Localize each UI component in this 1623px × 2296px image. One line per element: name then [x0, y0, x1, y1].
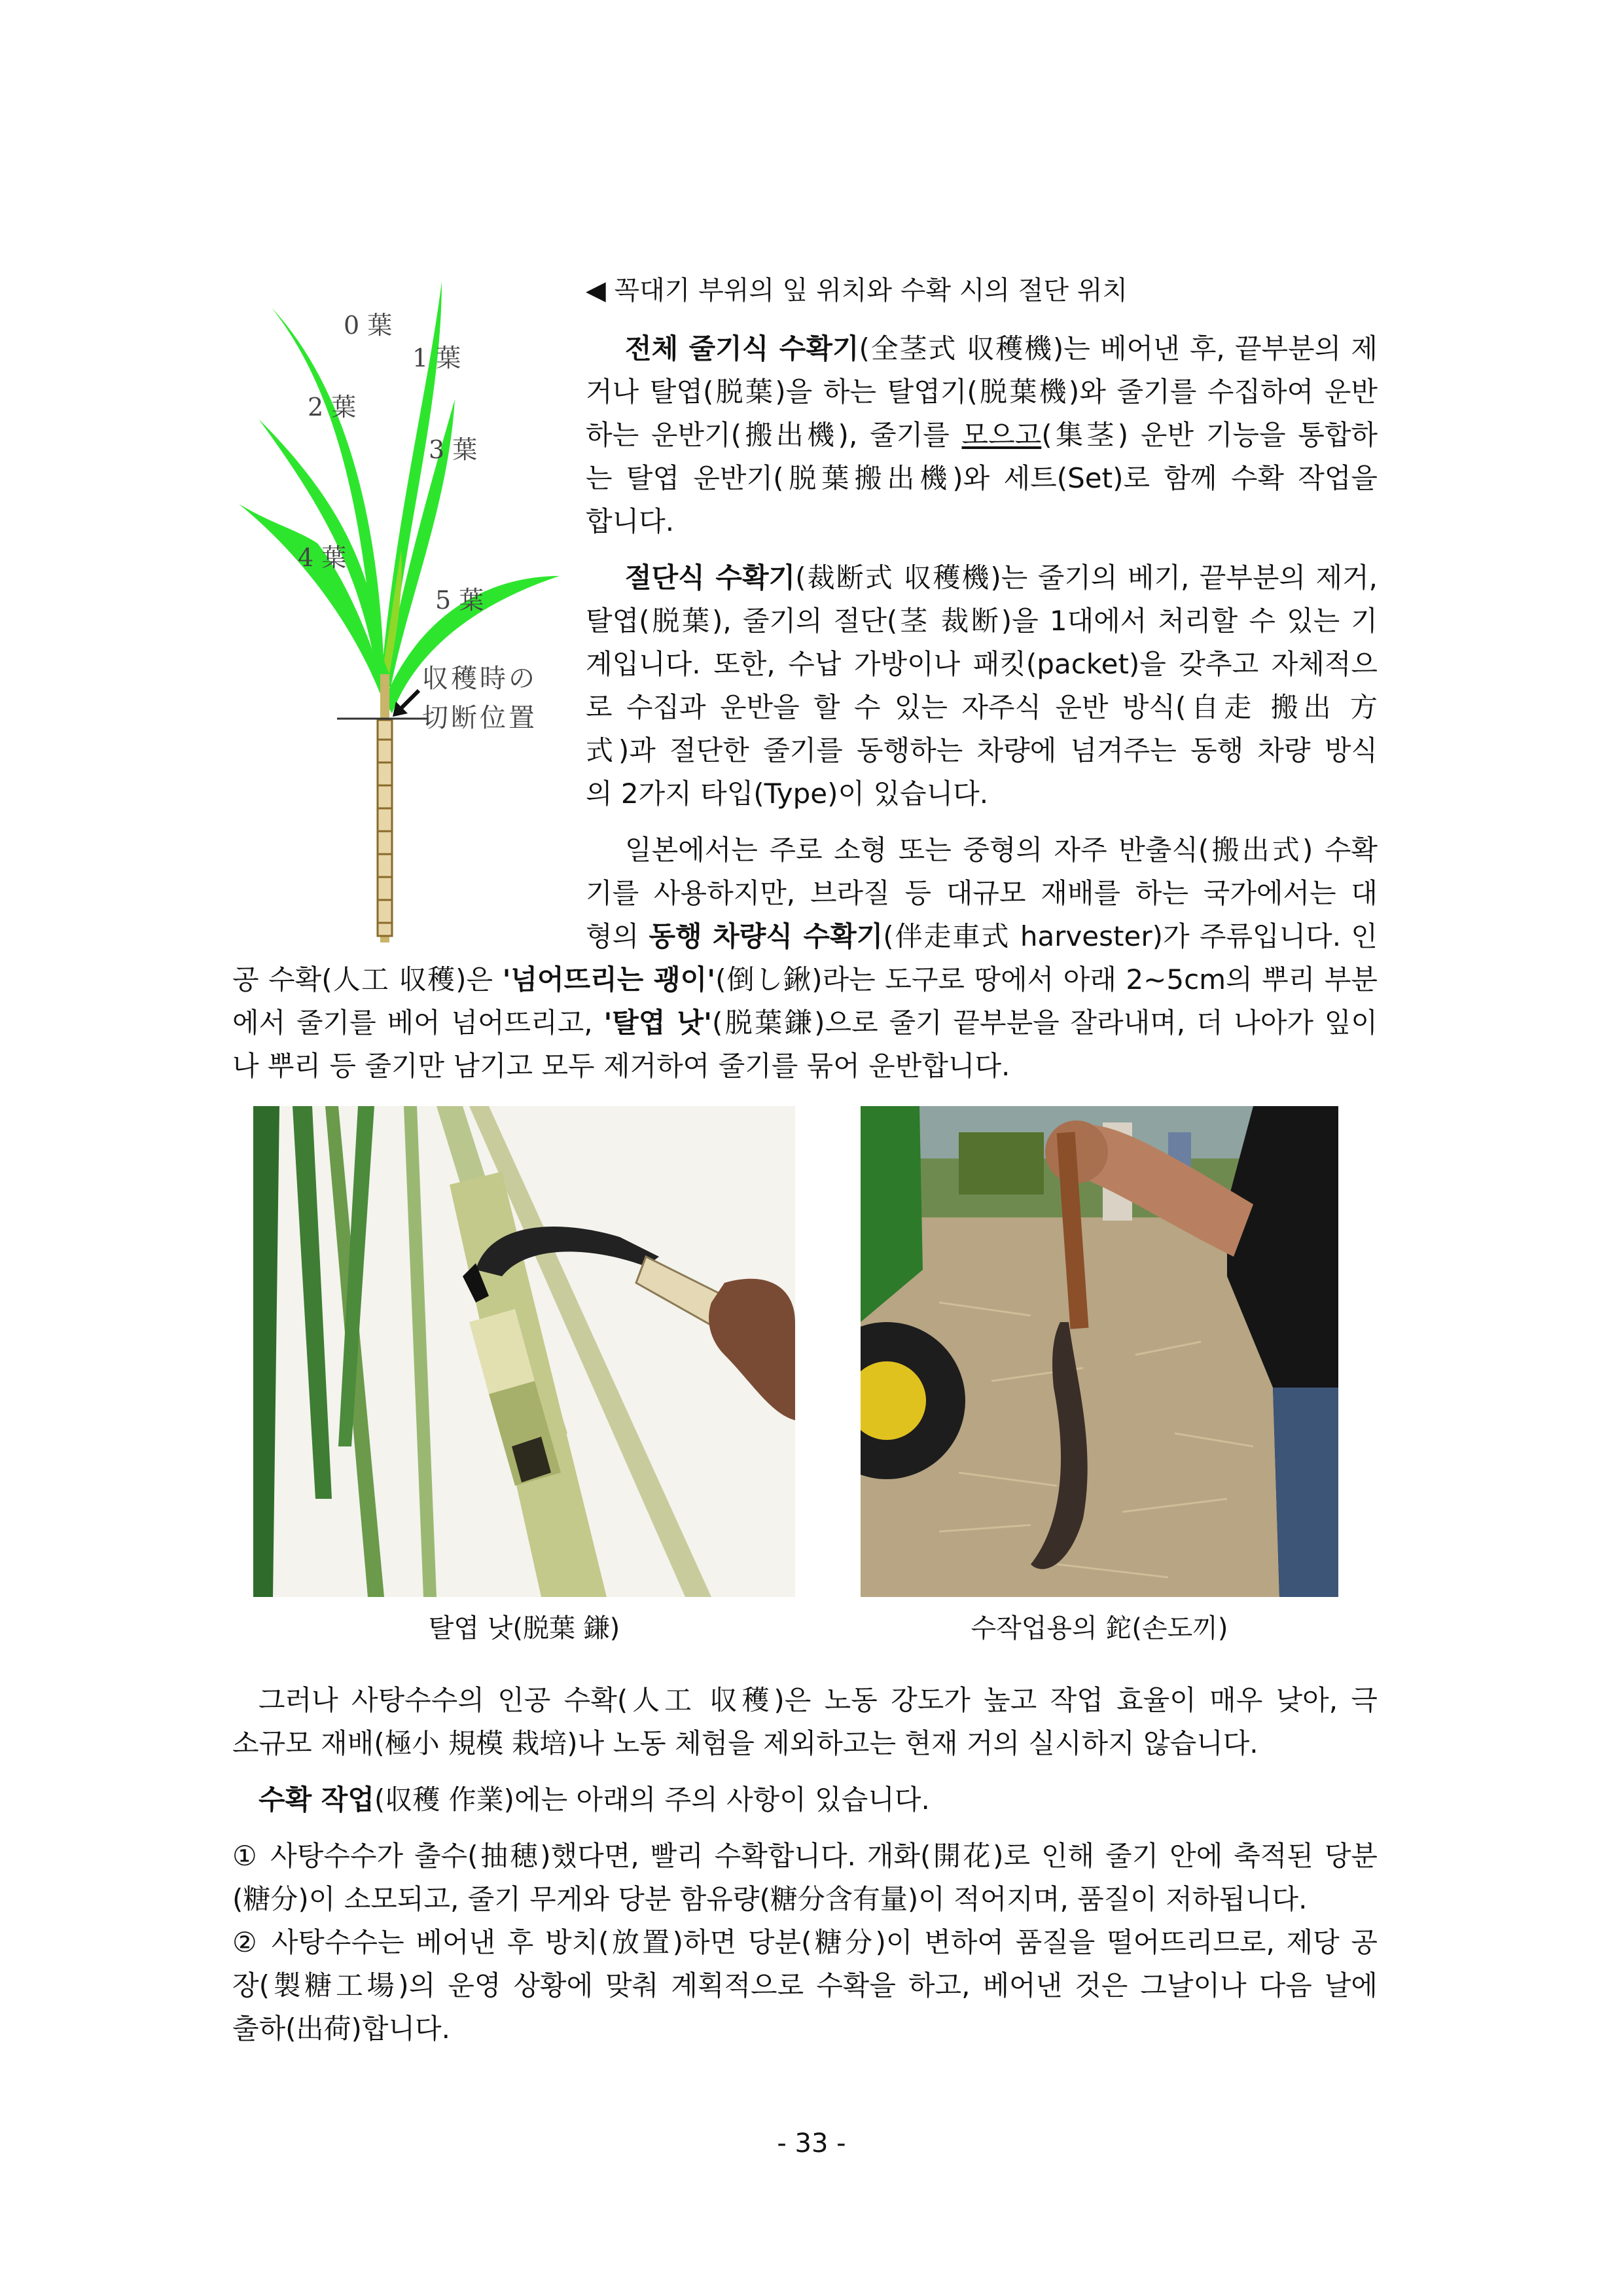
p1-line1: 전체 줄기식 수확기(全茎式 収穫機)는 베어낸 후, 끝부분의 제 [625, 332, 1378, 365]
p1-line3: 하는 운반기(搬出機), 줄기를 모으고(集茎) 운반 기능을 통합하 [586, 419, 1378, 451]
toppling-hoe-term: '넘어뜨리는 괭이' [502, 963, 716, 996]
leaf-label-4: 4 葉 [298, 543, 347, 572]
item1-line1: ① 사탕수수가 출수(抽穂)했다면, 빨리 수확합니다. 개화(開花)로 인해 줄기 안에 축적된 당분 [232, 1840, 1378, 1872]
p2-line5: 式)과 절단한 줄기를 동행하는 차량에 넘겨주는 동행 차량 방식 [586, 734, 1378, 766]
item2-line1: ② 사탕수수는 베어낸 후 방치(放置)하면 당분(糖分)이 변하여 품질을 떨어뜨리므로, 제당 공 [232, 1926, 1378, 1958]
p3-line2: 기를 사용하지만, 브라질 등 대규모 재배를 하는 국가에서는 대 [586, 877, 1378, 909]
p4-line1: 그러나 사탕수수의 인공 수확(人工 収穫)은 노동 강도가 높고 작업 효율이 매우 낮아, 극 [259, 1684, 1378, 1716]
stripping-sickle-term: '탈엽 낫' [603, 1007, 712, 1039]
item2-line3: 출하(出荷)합니다. [232, 2013, 450, 2045]
harvest-work-term: 수확 작업 [259, 1784, 374, 1816]
item1-line2: (糖分)이 소모되고, 줄기 무게와 당분 함유량(糖分含有量)이 적어지며, 품질이 저하됩니다. [232, 1883, 1308, 1915]
p2-line1: 절단식 수확기(裁断式 収穫機)는 줄기의 베기, 끝부분의 제거, [625, 562, 1378, 594]
companion-vehicle-harvester-term: 동행 차량식 수확기 [649, 920, 883, 952]
photo-hand-hatchet [861, 1106, 1338, 1597]
cut-arrow [399, 691, 419, 710]
stalk-segmented [378, 720, 392, 936]
p4-line2: 소규모 재배(極小 規模 栽培)나 노동 체험을 제외하고는 현재 거의 실시하지 않습니다. [232, 1727, 1258, 1759]
leaf-label-2: 2 葉 [308, 393, 357, 422]
p3-line1: 일본에서는 주로 소형 또는 중형의 자주 반출식(搬出式) 수확 [625, 834, 1378, 866]
p1-line2: 거나 탈엽(脱葉)을 하는 탈엽기(脱葉機)와 줄기를 수집하여 운반 [586, 376, 1378, 408]
p2-line2: 탈엽(脱葉), 줄기의 절단(茎 裁断)을 1대에서 처리할 수 있는 기 [586, 605, 1378, 637]
cutting-harvester-term: 절단식 수확기 [625, 562, 796, 594]
page-number: - 33 - [777, 2128, 846, 2159]
p3-line3: 형의 동행 차량식 수확기(伴走車式 harvester)가 주류입니다. 인 [586, 920, 1378, 952]
p1-line5: 합니다. [586, 505, 675, 537]
cut-label-line2: 切断位置 [422, 703, 537, 733]
cut-label-line1: 収穫時の [422, 664, 537, 694]
leaf-label-0: 0 葉 [344, 311, 393, 340]
p2-line6: 의 2가지 타입(Type)이 있습니다. [586, 778, 989, 810]
photo-stripping-sickle [253, 1106, 795, 1597]
figure-caption: ◀ 꼭대기 부위의 잎 위치와 수확 시의 절단 위치 [586, 276, 1128, 306]
p3-line5: 에서 줄기를 베어 넘어뜨리고, '탈엽 낫'(脱葉鎌)으로 줄기 끝부분을 잘라내며, 더 나아가 잎이 [232, 1007, 1378, 1039]
p2-line3: 계입니다. 또한, 수납 가방이나 패킷(packet)을 갖추고 자체적으 [586, 648, 1378, 680]
p2-line4: 로 수집과 운반을 할 수 있는 자주식 운반 방식(自走 搬出 方 [586, 691, 1378, 723]
leaf-label-5: 5 葉 [435, 586, 484, 615]
leaf-label-3: 3 葉 [429, 435, 478, 464]
p5-line: 수확 작업(収穫 作業)에는 아래의 주의 사항이 있습니다. [259, 1784, 930, 1816]
p3-line4: 공 수확(人工 収穫)은 '넘어뜨리는 괭이'(倒し鍬)라는 도구로 땅에서 아래 2~5cm의 뿌리 부분 [232, 963, 1378, 996]
caption-left-photo: 탈엽 낫(脱葉 鎌) [428, 1613, 620, 1643]
item2-line2: 장(製糖工場)의 운영 상황에 맞춰 계획적으로 수확을 하고, 베어낸 것은 그날이나 다음 날에 [232, 1969, 1378, 2001]
full-stalk-harvester-term: 전체 줄기식 수확기 [625, 332, 859, 365]
p1-line4: 는 탈엽 운반기(脱葉搬出機)와 세트(Set)로 함께 수확 작업을 [586, 462, 1378, 494]
caption-right-photo: 수작업용의 鉈(손도끼) [971, 1613, 1228, 1643]
sugarcane-leaf-diagram [232, 268, 586, 942]
leaf-label-1: 1 葉 [412, 344, 461, 372]
p3-line6: 나 뿌리 등 줄기만 남기고 모두 제거하여 줄기를 묶어 운반합니다. [232, 1050, 1010, 1082]
